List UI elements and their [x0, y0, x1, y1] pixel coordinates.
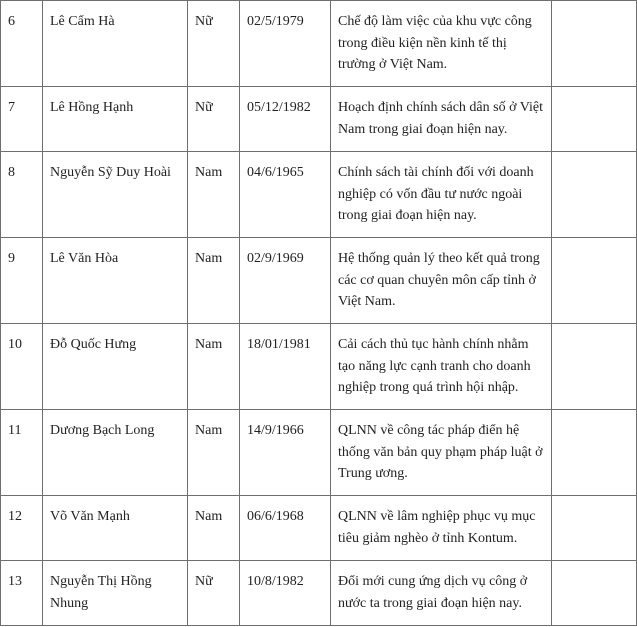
cell-name: Lê Cẩm Hà — [43, 1, 188, 87]
cell-note — [552, 561, 637, 626]
table-row — [1, 1, 637, 87]
cell-name: Lê Hồng Hạnh — [43, 87, 188, 152]
cell-note — [552, 1, 637, 87]
cell-note — [552, 238, 637, 324]
cell-stt: 12 — [1, 496, 43, 561]
cell-sex: Nữ — [188, 87, 240, 152]
cell-topic: Cải cách thủ tục hành chính nhằm tạo năng lực cạnh tranh cho doanh nghiệp trong quá trình hội nhập. — [331, 324, 552, 410]
cell-sex: Nữ — [188, 561, 240, 626]
cell-sex: Nam — [188, 410, 240, 496]
cell-note — [552, 324, 637, 410]
table-row — [1, 561, 637, 626]
cell-dob: 02/9/1969 — [240, 238, 331, 324]
cell-dob: 05/12/1982 — [240, 87, 331, 152]
cell-stt: 11 — [1, 410, 43, 496]
cell-topic: QLNN về lâm nghiệp phục vụ mục tiêu giảm nghèo ở tỉnh Kontum. — [331, 496, 552, 561]
cell-note — [552, 410, 637, 496]
cell-topic: Chính sách tài chính đối với doanh nghiệp có vốn đầu tư nước ngoài trong giai đoạn hiện nay. — [331, 152, 552, 238]
cell-sex: Nữ — [188, 1, 240, 87]
table-row — [1, 410, 637, 496]
table-row — [1, 238, 637, 324]
cell-dob: 02/5/1979 — [240, 1, 331, 87]
cell-topic: Hệ thống quản lý theo kết quả trong các cơ quan chuyên môn cấp tỉnh ở Việt Nam. — [331, 238, 552, 324]
table-row — [1, 87, 637, 152]
cell-stt: 13 — [1, 561, 43, 626]
cell-dob: 14/9/1966 — [240, 410, 331, 496]
cell-note — [552, 87, 637, 152]
cell-dob: 06/6/1968 — [240, 496, 331, 561]
cell-stt: 9 — [1, 238, 43, 324]
cell-dob: 10/8/1982 — [240, 561, 331, 626]
cell-sex: Nam — [188, 152, 240, 238]
cell-name: Dương Bạch Long — [43, 410, 188, 496]
cell-topic: Chế độ làm việc của khu vực công trong điều kiện nền kinh tế thị trường ở Việt Nam. — [331, 1, 552, 87]
cell-stt: 10 — [1, 324, 43, 410]
cell-name: Võ Văn Mạnh — [43, 496, 188, 561]
cell-sex: Nam — [188, 324, 240, 410]
cell-name: Nguyễn Thị Hồng Nhung — [43, 561, 188, 626]
table-row — [1, 152, 637, 238]
cell-dob: 18/01/1981 — [240, 324, 331, 410]
cell-sex: Nam — [188, 238, 240, 324]
cell-stt: 6 — [1, 1, 43, 87]
cell-name: Đỗ Quốc Hưng — [43, 324, 188, 410]
cell-stt: 7 — [1, 87, 43, 152]
cell-note — [552, 152, 637, 238]
cell-topic: Hoạch định chính sách dân số ở Việt Nam trong giai đoạn hiện nay. — [331, 87, 552, 152]
cell-name: Nguyễn Sỹ Duy Hoài — [43, 152, 188, 238]
cell-name: Lê Văn Hòa — [43, 238, 188, 324]
cell-dob: 04/6/1965 — [240, 152, 331, 238]
cell-stt: 8 — [1, 152, 43, 238]
cell-topic: Đổi mới cung ứng dịch vụ công ở nước ta trong giai đoạn hiện nay. — [331, 561, 552, 626]
table-row — [1, 324, 637, 410]
cell-note — [552, 496, 637, 561]
cell-topic: QLNN về công tác pháp điển hệ thống văn bản quy phạm pháp luật ở Trung ương. — [331, 410, 552, 496]
table-row — [1, 496, 637, 561]
cell-sex: Nam — [188, 496, 240, 561]
